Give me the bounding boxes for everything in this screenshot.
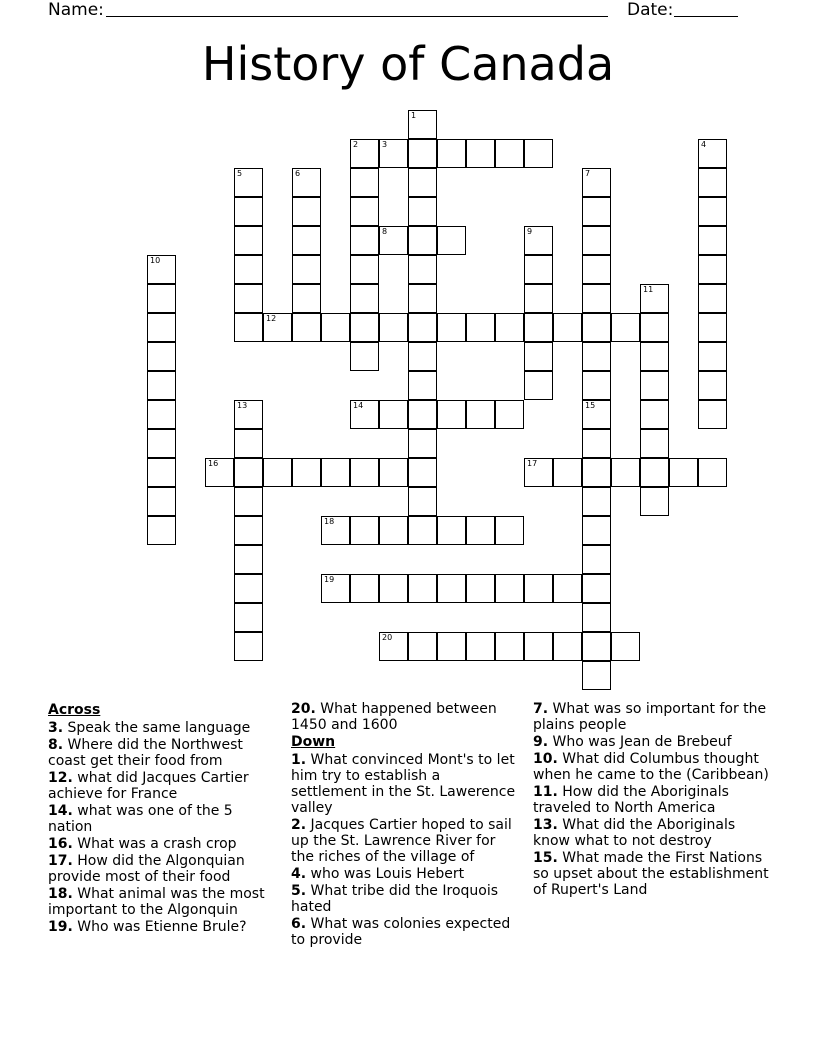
grid-cell[interactable] — [379, 226, 408, 255]
grid-cell[interactable] — [147, 429, 176, 458]
grid-cell[interactable] — [524, 632, 553, 661]
grid-cell[interactable] — [350, 226, 379, 255]
grid-cell[interactable] — [582, 284, 611, 313]
across-clue: 17. How did the Algonquian provide most of their food — [48, 853, 245, 885]
clue-number: 8 — [382, 227, 388, 236]
grid-cell[interactable] — [698, 284, 727, 313]
grid-cell[interactable] — [582, 313, 611, 342]
grid-cell[interactable] — [698, 458, 727, 487]
grid-cell[interactable] — [611, 313, 640, 342]
grid-cell[interactable] — [263, 313, 292, 342]
grid-cell[interactable] — [292, 313, 321, 342]
grid-cell[interactable] — [147, 516, 176, 545]
grid-cell[interactable] — [408, 458, 437, 487]
clues-column-3 — [533, 701, 773, 899]
clue-number: 9 — [527, 227, 533, 236]
down-clue: 15. What made the First Nations so upset about the establishment of Rupert's Land — [533, 850, 769, 898]
grid-cell[interactable] — [350, 139, 379, 168]
grid-cell[interactable] — [437, 226, 466, 255]
grid-cell[interactable] — [292, 255, 321, 284]
grid-cell[interactable] — [147, 313, 176, 342]
grid-cell[interactable] — [524, 371, 553, 400]
grid-cell[interactable] — [408, 400, 437, 429]
grid-cell[interactable] — [495, 516, 524, 545]
across-heading: Across — [48, 702, 101, 718]
grid-cell[interactable] — [582, 458, 611, 487]
grid-cell[interactable] — [234, 458, 263, 487]
grid-cell[interactable] — [408, 429, 437, 458]
across-clue: 3. Speak the same language — [48, 720, 251, 736]
grid-cell[interactable] — [437, 632, 466, 661]
grid-cell[interactable] — [437, 574, 466, 603]
grid-cell[interactable] — [147, 400, 176, 429]
grid-cell[interactable] — [234, 429, 263, 458]
grid-cell[interactable] — [408, 313, 437, 342]
down-clue: 6. What was colonies expected to provide — [291, 916, 511, 948]
clue-number: 5 — [237, 169, 243, 178]
grid-cell[interactable] — [292, 284, 321, 313]
grid-cell[interactable] — [234, 632, 263, 661]
grid-cell[interactable] — [234, 487, 263, 516]
grid-cell[interactable] — [408, 226, 437, 255]
grid-cell[interactable] — [321, 516, 350, 545]
grid-cell[interactable] — [321, 458, 350, 487]
grid-cell[interactable] — [437, 400, 466, 429]
grid-cell[interactable] — [582, 603, 611, 632]
grid-cell[interactable] — [582, 487, 611, 516]
grid-cell[interactable] — [408, 139, 437, 168]
across-clue: 16. What was a crash crop — [48, 836, 237, 852]
grid-cell[interactable] — [698, 313, 727, 342]
grid-cell[interactable] — [292, 197, 321, 226]
clue-number: 10 — [150, 256, 161, 265]
clues-column-1 — [48, 701, 276, 936]
grid-cell[interactable] — [669, 458, 698, 487]
clue-number: 19 — [324, 575, 335, 584]
grid-cell[interactable] — [408, 516, 437, 545]
grid-cell[interactable] — [321, 313, 350, 342]
down-clue: 10. What did Columbus thought when he came to the (Caribbean) — [533, 751, 769, 783]
grid-cell[interactable] — [640, 313, 669, 342]
grid-cell[interactable] — [582, 342, 611, 371]
grid-cell[interactable] — [495, 632, 524, 661]
grid-cell[interactable] — [292, 458, 321, 487]
grid-cell[interactable] — [379, 139, 408, 168]
grid-cell[interactable] — [408, 371, 437, 400]
grid-cell[interactable] — [698, 255, 727, 284]
grid-cell[interactable] — [147, 371, 176, 400]
grid-cell[interactable] — [698, 197, 727, 226]
grid-cell[interactable] — [350, 168, 379, 197]
grid-cell[interactable] — [408, 110, 437, 139]
grid-cell[interactable] — [582, 574, 611, 603]
grid-cell[interactable] — [292, 168, 321, 197]
grid-cell[interactable] — [321, 574, 350, 603]
grid-cell[interactable] — [350, 197, 379, 226]
grid-cell[interactable] — [205, 458, 234, 487]
grid-cell[interactable] — [553, 458, 582, 487]
grid-cell[interactable] — [698, 226, 727, 255]
grid-cell[interactable] — [292, 226, 321, 255]
grid-cell[interactable] — [495, 313, 524, 342]
grid-cell[interactable] — [524, 139, 553, 168]
grid-cell[interactable] — [553, 313, 582, 342]
down-clue: 13. What did the Aboriginals know what to not destroy — [533, 817, 736, 849]
grid-cell[interactable] — [640, 458, 669, 487]
grid-cell[interactable] — [234, 168, 263, 197]
grid-cell[interactable] — [582, 168, 611, 197]
grid-cell[interactable] — [234, 545, 263, 574]
down-clue: 5. What tribe did the Iroquois hated — [291, 883, 499, 915]
grid-cell[interactable] — [466, 516, 495, 545]
grid-cell[interactable] — [582, 429, 611, 458]
clue-number: 17 — [527, 459, 538, 468]
grid-cell[interactable] — [379, 516, 408, 545]
grid-cell[interactable] — [466, 632, 495, 661]
grid-cell[interactable] — [640, 371, 669, 400]
grid-cell[interactable] — [698, 168, 727, 197]
grid-cell[interactable] — [263, 458, 292, 487]
grid-cell[interactable] — [350, 255, 379, 284]
grid-cell[interactable] — [698, 139, 727, 168]
grid-cell[interactable] — [495, 139, 524, 168]
down-clue: 9. Who was Jean de Brebeuf — [533, 734, 732, 750]
grid-cell[interactable] — [147, 255, 176, 284]
grid-cell[interactable] — [234, 400, 263, 429]
grid-cell[interactable] — [234, 603, 263, 632]
clue-number: 11 — [643, 285, 654, 294]
grid-cell[interactable] — [408, 284, 437, 313]
across-clue: 12. what did Jacques Cartier achieve for France — [48, 770, 249, 802]
clue-number: 1 — [411, 111, 417, 120]
grid-cell[interactable] — [350, 313, 379, 342]
clue-number: 4 — [701, 140, 707, 149]
across-clue: 19. Who was Etienne Brule? — [48, 919, 247, 935]
clue-number: 16 — [208, 459, 219, 468]
grid-cell[interactable] — [437, 139, 466, 168]
grid-cell[interactable] — [408, 487, 437, 516]
clue-number: 7 — [585, 169, 591, 178]
down-clue: 7. What was so important for the plains people — [533, 701, 767, 733]
grid-cell[interactable] — [408, 632, 437, 661]
grid-cell[interactable] — [408, 255, 437, 284]
grid-cell[interactable] — [234, 255, 263, 284]
grid-cell[interactable] — [147, 342, 176, 371]
grid-cell[interactable] — [234, 226, 263, 255]
grid-cell[interactable] — [582, 516, 611, 545]
down-clue: 1. What convinced Mont's to let him try to establish a settlement in the St. Lawerence valley — [291, 752, 516, 816]
grid-cell[interactable] — [524, 313, 553, 342]
clue-number: 14 — [353, 401, 364, 410]
across-clue: 8. Where did the Northwest coast get their food from — [48, 737, 243, 769]
grid-cell[interactable] — [640, 342, 669, 371]
grid-cell[interactable] — [640, 284, 669, 313]
grid-cell[interactable] — [466, 313, 495, 342]
grid-cell[interactable] — [408, 168, 437, 197]
grid-cell[interactable] — [582, 371, 611, 400]
grid-cell[interactable] — [524, 226, 553, 255]
clue-number: 20 — [382, 633, 393, 642]
grid-cell[interactable] — [408, 342, 437, 371]
grid-cell[interactable] — [234, 516, 263, 545]
grid-cell[interactable] — [582, 400, 611, 429]
clue-number: 13 — [237, 401, 248, 410]
clue-number: 12 — [266, 314, 277, 323]
grid-cell[interactable] — [582, 255, 611, 284]
grid-cell[interactable] — [379, 458, 408, 487]
grid-cell[interactable] — [379, 632, 408, 661]
grid-cell[interactable] — [582, 545, 611, 574]
across-clue: 20. What happened between 1450 and 1600 — [291, 701, 497, 733]
grid-cell[interactable] — [350, 284, 379, 313]
name-label: Name: — [48, 0, 104, 20]
clue-number: 6 — [295, 169, 301, 178]
grid-cell[interactable] — [640, 429, 669, 458]
grid-cell[interactable] — [437, 516, 466, 545]
grid-cell[interactable] — [466, 574, 495, 603]
grid-cell[interactable] — [350, 458, 379, 487]
grid-cell[interactable] — [495, 574, 524, 603]
grid-cell[interactable] — [524, 284, 553, 313]
across-clue: 18. What animal was the most important to the Algonquin — [48, 886, 265, 918]
down-clue: 4. who was Louis Hebert — [291, 866, 465, 882]
grid-cell[interactable] — [611, 458, 640, 487]
clue-number: 2 — [353, 140, 359, 149]
grid-cell[interactable] — [640, 400, 669, 429]
grid-cell[interactable] — [698, 371, 727, 400]
page-title: History of Canada — [201, 37, 615, 91]
down-clue: 2. Jacques Cartier hoped to sail up the St. Lawrence River for the riches of the village of — [291, 817, 512, 865]
grid-cell[interactable] — [437, 313, 466, 342]
clue-number: 3 — [382, 140, 388, 149]
grid-cell[interactable] — [495, 400, 524, 429]
grid-cell[interactable] — [698, 342, 727, 371]
grid-cell[interactable] — [350, 516, 379, 545]
grid-cell[interactable] — [582, 661, 611, 690]
grid-cell[interactable] — [379, 313, 408, 342]
grid-cell[interactable] — [234, 574, 263, 603]
clue-number: 15 — [585, 401, 596, 410]
grid-cell[interactable] — [582, 632, 611, 661]
grid-cell[interactable] — [524, 342, 553, 371]
date-label: Date: — [627, 0, 674, 20]
down-clue: 11. How did the Aboriginals traveled to North America — [533, 784, 729, 816]
grid-cell[interactable] — [524, 458, 553, 487]
grid-cell[interactable] — [408, 574, 437, 603]
grid-cell[interactable] — [466, 400, 495, 429]
grid-cell[interactable] — [611, 632, 640, 661]
clue-number: 18 — [324, 517, 335, 526]
grid-cell[interactable] — [234, 313, 263, 342]
down-heading: Down — [291, 734, 336, 750]
grid-cell[interactable] — [234, 284, 263, 313]
grid-cell[interactable] — [466, 139, 495, 168]
grid-cell[interactable] — [698, 400, 727, 429]
grid-cell[interactable] — [582, 226, 611, 255]
grid-cell[interactable] — [147, 458, 176, 487]
grid-cell[interactable] — [524, 255, 553, 284]
grid-cell[interactable] — [350, 342, 379, 371]
grid-cell[interactable] — [379, 400, 408, 429]
grid-cell[interactable] — [350, 574, 379, 603]
grid-cell[interactable] — [147, 284, 176, 313]
clues-column-2 — [291, 701, 517, 949]
grid-cell[interactable] — [582, 197, 611, 226]
grid-cell[interactable] — [553, 574, 582, 603]
grid-cell[interactable] — [147, 487, 176, 516]
grid-cell[interactable] — [234, 197, 263, 226]
grid-cell[interactable] — [553, 632, 582, 661]
grid-cell[interactable] — [524, 574, 553, 603]
grid-cell[interactable] — [350, 400, 379, 429]
grid-cell[interactable] — [640, 487, 669, 516]
grid-cell[interactable] — [379, 574, 408, 603]
across-clue: 14. what was one of the 5 nation — [48, 803, 233, 835]
grid-cell[interactable] — [408, 197, 437, 226]
